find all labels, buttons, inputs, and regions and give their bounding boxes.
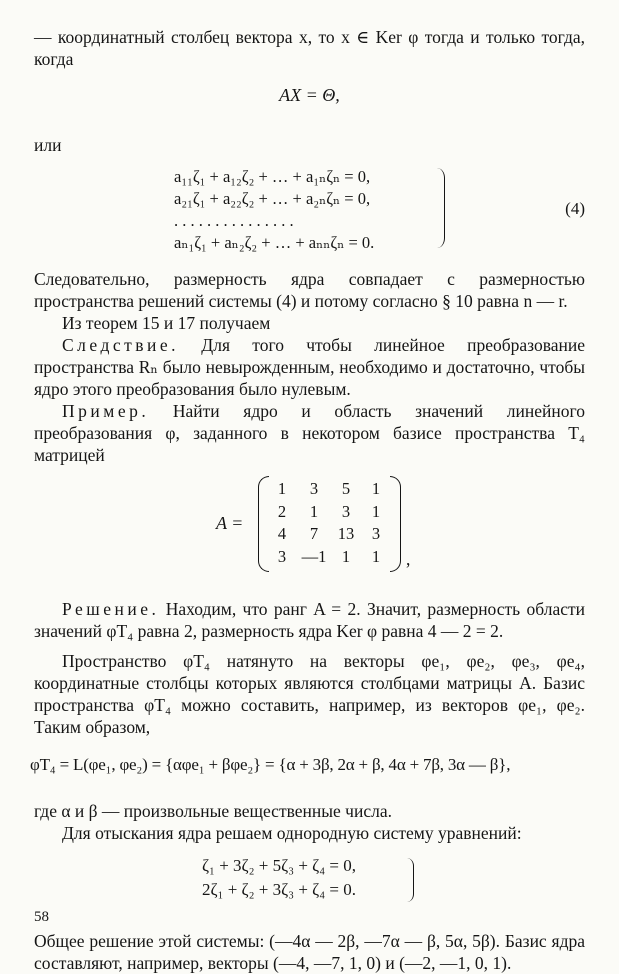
matrix-cell: 2 <box>277 501 287 521</box>
system-4-row: . . . . . . . . . . . . . . . <box>174 211 294 230</box>
general-solution-paragraph: Общее решение этой системы: (—4α — 2β, —7α — β, 5α, 5β). Базис ядра составляют, например, векторы (—4, —7, 1, 0) и (—2, —1, 0, 1). <box>34 931 585 973</box>
example-heading: Пример. <box>62 401 150 421</box>
matrix-label: A = <box>216 513 244 533</box>
matrix-row <box>266 523 390 546</box>
theorems-paragraph: Из теорем 15 и 17 получаем <box>62 313 271 333</box>
matrix-a <box>34 476 585 576</box>
matrix-cell: 4 <box>277 524 287 544</box>
kernel-paragraph: Для отыскания ядра решаем однородную систему уравнений: <box>62 823 522 843</box>
matrix-cell: 3 <box>341 501 351 521</box>
homogeneous-system <box>34 854 585 908</box>
homogeneous-row: 2ζ₁ + ζ₂ + 3ζ₃ + ζ₄ = 0. <box>202 880 356 899</box>
matrix-cell: 5 <box>341 479 351 499</box>
matrix-cell: —1 <box>301 546 327 566</box>
matrix-cell: 7 <box>309 524 319 544</box>
page-number: 58 <box>34 909 49 925</box>
solution-paragraph <box>34 598 585 642</box>
right-paren <box>390 476 401 572</box>
equation-system-4 <box>34 166 585 254</box>
corollary-text: Для того чтобы линейное преобразование пространства Rₙ было невырожденным, необходимо и достаточно, чтобы ядро этого преобразования было нулевым. <box>34 335 585 399</box>
system-4-row: a₁₁ζ₁ + a₁₂ζ₂ + … + a₁ₙζₙ = 0, <box>174 167 371 186</box>
intro-paragraph: — координатный столбец вектора x, то x ∈ Ker φ тогда и только тогда, когда <box>34 27 585 69</box>
space-paragraph: Пространство φT₄ натянуто на векторы φe₁, φe₂, φe₃, φe₄, координатные столбцы которых являются столбцами матрицы A. Базис пространства φT₄ можно составить, например, из векторов φe₁, φe₂. Таким образом, <box>34 651 585 737</box>
solution-text: Находим, что ранг A = 2. Значит, размерность области значений φT₄ равна 2, размерность ядра Ker φ равна 4 — 2 = 2. <box>34 599 585 641</box>
homogeneous-brace <box>406 858 414 902</box>
corollary-heading: Следствие. <box>62 335 180 355</box>
matrix-comma: , <box>406 549 411 569</box>
solution-heading: Решение. <box>62 599 160 619</box>
system-4-row: a₂₁ζ₁ + a₂₂ζ₂ + … + a₂ₙζₙ = 0, <box>174 189 371 208</box>
corollary-paragraph <box>34 334 585 400</box>
matrix-cell: 1 <box>371 479 381 499</box>
homogeneous-rows <box>202 854 356 902</box>
equation-number: (4) <box>565 199 585 218</box>
matrix-cell: 3 <box>371 524 381 544</box>
image-span-equation: φT₄ = L(φe₁, φe₂) = {αφe₁ + βφe₂} = {α + 3β, 2α + β, 4α + 7β, 3α — β}, <box>30 755 511 774</box>
matrix-cell: 1 <box>341 546 351 566</box>
matrix-cell: 1 <box>277 479 287 499</box>
example-text: Найти ядро и область значений линейного преобразования φ, заданного в некотором базисе пространства T₄ матрицей <box>34 401 585 465</box>
matrix-cell: 1 <box>371 546 381 566</box>
matrix-cell: 3 <box>277 546 287 566</box>
system-4-rows <box>174 166 374 254</box>
matrix-cell: 3 <box>309 479 319 499</box>
equation-ax-theta: AX = Θ, <box>279 85 340 105</box>
homogeneous-row: ζ₁ + 3ζ₂ + 5ζ₃ + ζ₄ = 0, <box>202 856 356 875</box>
matrix-cell: 1 <box>309 501 319 521</box>
matrix-cell: 1 <box>371 501 381 521</box>
where-paragraph: где α и β — произвольные вещественные числа. <box>34 801 392 821</box>
matrix-cell: 13 <box>337 524 355 544</box>
page-content <box>30 26 585 974</box>
or-word: или <box>34 135 62 155</box>
matrix-table <box>266 478 390 568</box>
consequently-paragraph: Следовательно, размерность ядра совпадает с размерностью пространства решений системы (4) и потому согласно § 10 равна n — r. <box>34 269 585 311</box>
matrix-row <box>266 546 390 569</box>
system-4-row: aₙ₁ζ₁ + aₙ₂ζ₂ + … + aₙₙζₙ = 0. <box>174 233 375 252</box>
matrix-row <box>266 478 390 501</box>
example-paragraph <box>34 400 585 466</box>
matrix-row <box>266 501 390 524</box>
system-4-brace <box>436 168 445 248</box>
